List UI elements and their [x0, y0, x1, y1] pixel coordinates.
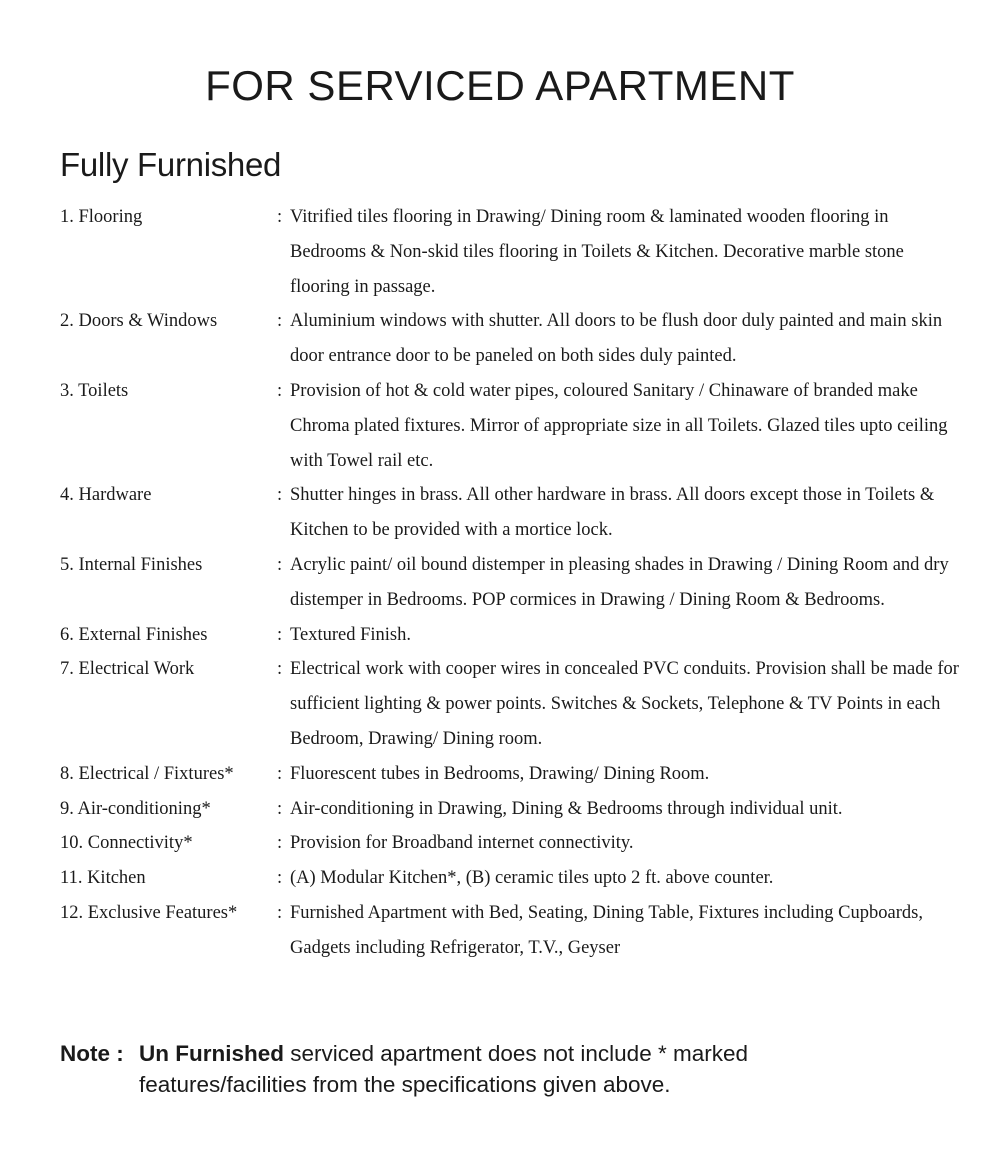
spec-label: 10. Connectivity* — [60, 833, 193, 854]
spec-separator: : — [277, 311, 283, 332]
spec-item-external-finishes — [60, 618, 965, 653]
spec-text: Vitrified tiles flooring in Drawing/ Dining room & laminated wooden flooring in Bedrooms & Non-skid tiles flooring in Toilets & Kitchen. Decorative marble stone flooring in passage. — [290, 207, 904, 297]
spec-item-exclusive-features — [60, 896, 965, 966]
spec-item-toilets — [60, 374, 965, 478]
specification-list — [60, 200, 965, 966]
spec-text: Acrylic paint/ oil bound distemper in pleasing shades in Drawing / Dining Room and dry distemper in Bedrooms. POP cormices in Drawing / Dining Room & Bedrooms. — [290, 554, 949, 610]
spec-separator: : — [277, 207, 283, 227]
spec-item-internal-finishes — [60, 548, 965, 618]
spec-item-air-conditioning — [60, 792, 965, 827]
spec-label: 5. Internal Finishes — [60, 554, 203, 575]
spec-text: (A) Modular Kitchen*, (B) ceramic tiles upto 2 ft. above counter. — [290, 868, 774, 889]
spec-text: Air-conditioning in Drawing, Dining & Bedrooms through individual unit. — [290, 798, 843, 819]
spec-label: 6. External Finishes — [60, 624, 208, 645]
spec-item-connectivity — [60, 826, 965, 861]
note-emphasis: Un Furnished — [139, 1041, 284, 1066]
note — [60, 1038, 920, 1100]
spec-text: Aluminium windows with shutter. All doors to be flush door duly painted and main skin door entrance door to be paneled on both sides duly painted. — [290, 311, 943, 367]
spec-label: 7. Electrical Work — [60, 659, 195, 680]
section-heading: Fully Furnished — [60, 146, 282, 183]
spec-separator: : — [277, 380, 283, 401]
spec-item-electrical-work — [60, 652, 965, 756]
spec-label: 12. Exclusive Features* — [60, 902, 238, 923]
spec-text: Fluorescent tubes in Bedrooms, Drawing/ Dining Room. — [290, 763, 710, 784]
page-title: FOR SERVICED APARTMENT — [205, 62, 795, 109]
spec-label: 4. Hardware — [60, 485, 152, 506]
spec-label: 8. Electrical / Fixtures* — [60, 763, 234, 784]
spec-text: Provision for Broadband internet connectivity. — [290, 833, 634, 854]
note-body — [139, 1038, 920, 1100]
spec-label: 2. Doors & Windows — [60, 311, 218, 332]
spec-separator: : — [277, 485, 283, 506]
note-label: Note : — [60, 1041, 124, 1066]
spec-separator: : — [277, 659, 283, 680]
spec-separator: : — [277, 554, 283, 575]
spec-label: 3. Toilets — [60, 380, 129, 401]
spec-item-doors-windows — [60, 304, 965, 374]
spec-separator: : — [277, 798, 283, 819]
note-text: serviced apartment does not include * marked features/facilities from the specifications given above. — [139, 1041, 748, 1097]
spec-separator: : — [277, 833, 283, 854]
spec-separator: : — [277, 763, 283, 784]
spec-separator: : — [277, 902, 283, 923]
spec-label: 1. Flooring — [60, 207, 143, 227]
spec-item-electrical-fixtures — [60, 757, 965, 792]
spec-text: Provision of hot & cold water pipes, coloured Sanitary / Chinaware of branded make Chroma plated fixtures. Mirror of appropriate size in all Toilets. Glazed tiles upto ceiling with Towel rail etc. — [290, 380, 948, 471]
spec-separator: : — [277, 624, 283, 645]
spec-separator: : — [277, 868, 283, 889]
spec-text: Electrical work with cooper wires in concealed PVC conduits. Provision shall be made for sufficient lighting & power points. Switches & Sockets, Telephone & TV Points in each Bedroom, Drawing/ Dining room. — [290, 659, 959, 749]
spec-item-flooring — [60, 200, 965, 304]
spec-label: 11. Kitchen — [60, 868, 146, 889]
spec-text: Shutter hinges in brass. All other hardware in brass. All doors except those in Toilets & Kitchen to be provided with a mortice lock. — [290, 485, 935, 541]
spec-item-kitchen — [60, 861, 965, 896]
spec-item-hardware — [60, 478, 965, 548]
spec-text: Textured Finish. — [290, 624, 411, 645]
spec-label: 9. Air-conditioning* — [60, 798, 211, 819]
spec-text: Furnished Apartment with Bed, Seating, Dining Table, Fixtures including Cupboards, Gadgets including Refrigerator, T.V., Geyser — [290, 902, 923, 958]
